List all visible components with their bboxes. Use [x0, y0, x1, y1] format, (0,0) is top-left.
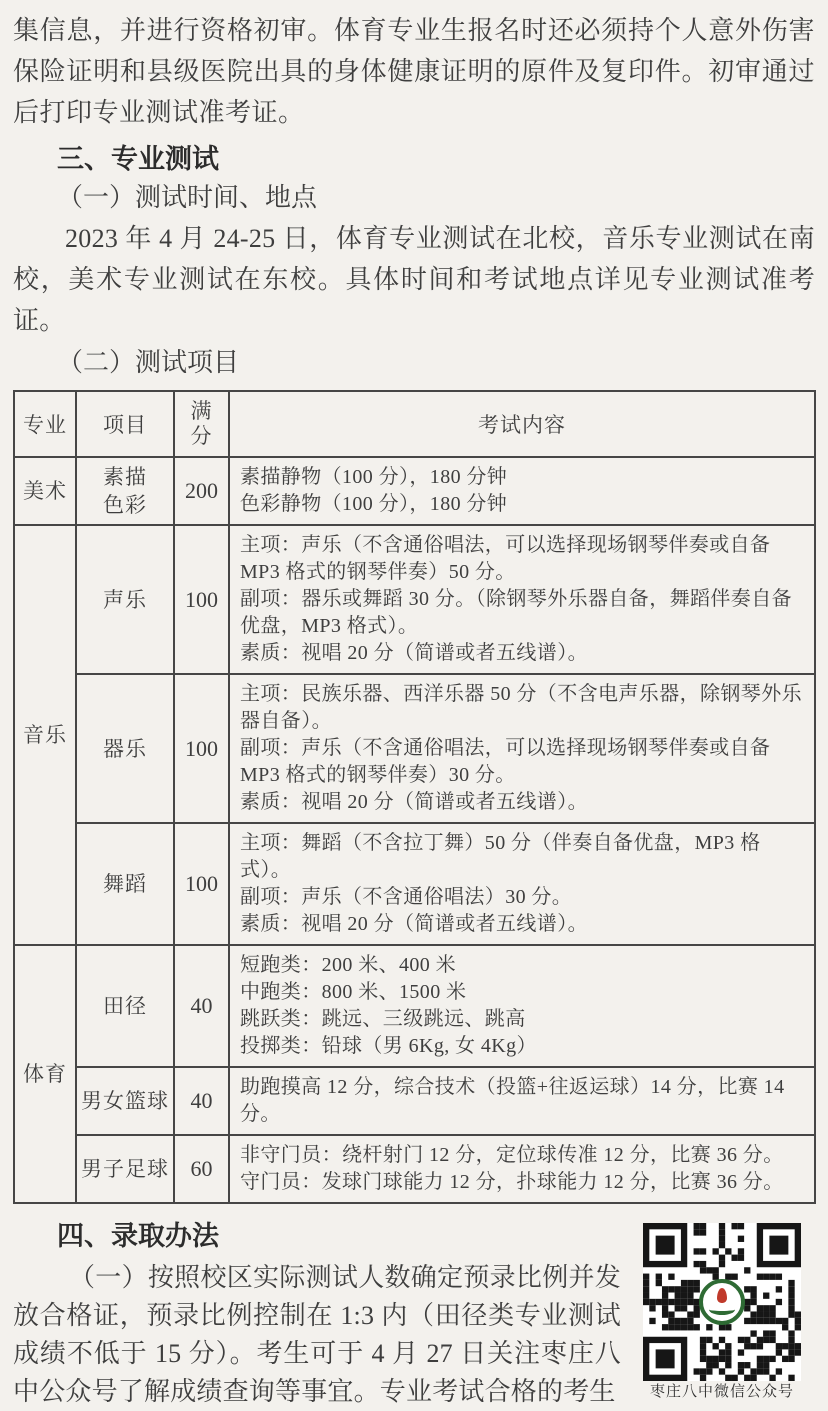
col-header-score: 满分: [174, 391, 229, 457]
test-items-table: [13, 390, 816, 1204]
logo-book-icon: [709, 1304, 735, 1315]
logo-flame-icon: [717, 1288, 727, 1303]
table-row-basketball: [14, 1067, 815, 1135]
item-cell-track: 田径: [76, 945, 174, 1067]
score-cell: 200: [174, 457, 229, 525]
score-cell: 100: [174, 823, 229, 945]
table-row-dance: [14, 823, 815, 945]
content-cell: 主项：民族乐器、西洋乐器 50 分（不含电声乐器，除钢琴外乐器自备）。 副项：声乐（不含通俗唱法，可以选择现场钢琴伴奏或自备 MP3 格式的钢琴伴奏）30 分。 素质：视唱 20 分（简谱或者五线谱）。: [229, 674, 815, 823]
table-row-art: [14, 457, 815, 525]
school-logo: [699, 1279, 745, 1325]
content-cell: 主项：舞蹈（不含拉丁舞）50 分（伴奏自备优盘，MP3 格式）。 副项：声乐（不含通俗唱法）30 分。 素质：视唱 20 分（简谱或者五线谱）。: [229, 823, 815, 945]
major-cell-art: 美术: [14, 457, 76, 525]
item-cell-vocal: 声乐: [76, 525, 174, 674]
admission-paragraph: （一）按照校区实际测试人数确定预录比例并发放合格证，预录比例控制在 1:3 内（田径类专业测试成绩不低于 15 分）。考生可于 4 月 27 日关注枣庄八中公众号了解成绩查询等事宜。专业考试合格的考生: [13, 1263, 621, 1406]
time-place-heading: （一）测试时间、地点: [57, 183, 318, 212]
content-cell: 助跑摸高 12 分，综合技术（投篮+往返运球）14 分，比赛 14 分。: [229, 1067, 815, 1135]
table-row-instrumental: [14, 674, 815, 823]
score-cell: 100: [174, 674, 229, 823]
content-cell: 非守门员：绕杆射门 12 分，定位球传准 12 分，比赛 36 分。 守门员：发球门球能力 12 分，扑球能力 12 分，比赛 36 分。: [229, 1135, 815, 1203]
score-cell: 100: [174, 525, 229, 674]
content-cell: 素描静物（100 分），180 分钟 色彩静物（100 分），180 分钟: [229, 457, 815, 525]
table-row-vocal: [14, 525, 815, 674]
col-header-content: 考试内容: [229, 391, 815, 457]
qr-block: [629, 1223, 815, 1401]
section-admission-heading: 四、录取办法: [57, 1221, 219, 1251]
table-row-track: [14, 945, 815, 1067]
major-cell-music: 音乐: [14, 525, 76, 945]
score-cell: 40: [174, 945, 229, 1067]
item-cell-basketball: 男女篮球: [76, 1067, 174, 1135]
qr-code: [643, 1223, 801, 1381]
time-place-paragraph: 2023 年 4 月 24-25 日，体育专业测试在北校，音乐专业测试在南校，美术专业测试在东校。具体时间和考试地点详见专业测试准考证。: [13, 224, 815, 335]
col-header-item: 项目: [76, 391, 174, 457]
item-cell-football: 男子足球: [76, 1135, 174, 1203]
table-header-row: [14, 391, 815, 457]
major-cell-sports: 体育: [14, 945, 76, 1203]
score-cell: 60: [174, 1135, 229, 1203]
content-cell: 短跑类：200 米、400 米 中跑类：800 米、1500 米 跳跃类：跳远、三级跳远、跳高 投掷类：铅球（男 6Kg, 女 4Kg）: [229, 945, 815, 1067]
section-admission: [13, 1219, 815, 1411]
content-cell: 主项：声乐（不含通俗唱法，可以选择现场钢琴伴奏或自备 MP3 格式的钢琴伴奏）50 分。 副项：器乐或舞蹈 30 分。（除钢琴外乐器自备，舞蹈伴奏自备优盘，MP3 格式）。 素质：视唱 20 分（简谱或者五线谱）。: [229, 525, 815, 674]
intro-paragraph: 集信息，并进行资格初审。体育专业生报名时还必须持个人意外伤害保险证明和县级医院出具的身体健康证明的原件及复印件。初审通过后打印专业测试准考证。: [13, 16, 815, 127]
section-test-heading: 三、专业测试: [57, 144, 219, 174]
items-heading: （二）测试项目: [57, 348, 240, 377]
qr-caption: 枣庄八中微信公众号: [649, 1383, 794, 1400]
score-cell: 40: [174, 1067, 229, 1135]
item-cell-instrumental: 器乐: [76, 674, 174, 823]
item-cell-sketch-color: 素描 色彩: [76, 457, 174, 525]
col-header-major: 专业: [14, 391, 76, 457]
table-row-football: [14, 1135, 815, 1203]
item-cell-dance: 舞蹈: [76, 823, 174, 945]
